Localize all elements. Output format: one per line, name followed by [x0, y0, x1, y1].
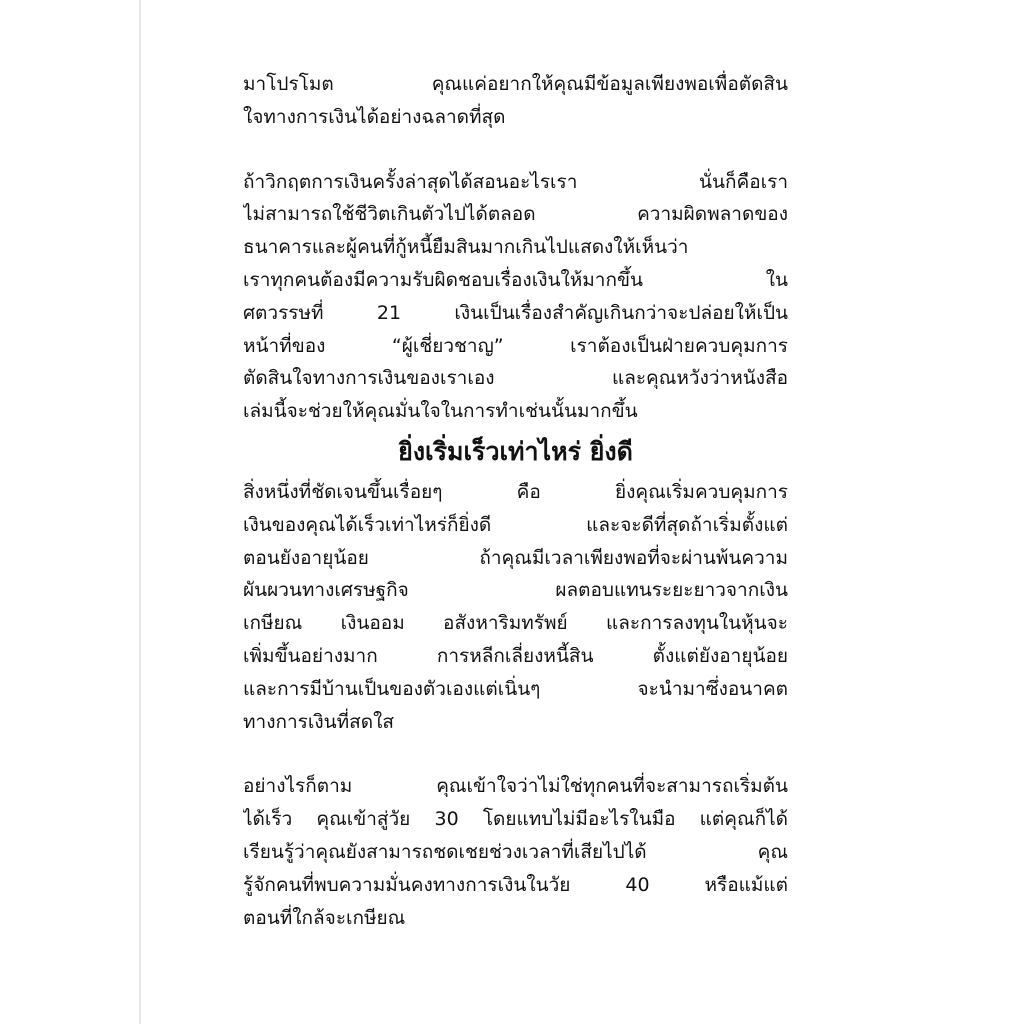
text-line: รู้จักคนที่พบความมั่นคงทางการเงินในวัย 40 หรือแม้แต่ — [243, 873, 788, 896]
text-line: หน้าที่ของ “ผู้เชี่ยวชาญ” เราต้องเป็นฝ่ายควบคุมการ — [243, 334, 788, 357]
paragraph-gap — [243, 738, 788, 770]
text-line: สิ่งหนึ่งที่ชัดเจนขึ้นเรื่อยๆ คือ ยิ่งคุณเริ่มควบคุมการ — [243, 480, 788, 503]
paragraph-intro-continuation — [243, 68, 788, 134]
text-line: ผันผวนทางเศรษฐกิจ ผลตอบแทนระยะยาวจากเงิน — [243, 579, 788, 602]
paragraph-gap — [243, 134, 788, 166]
paragraph-financial-crisis — [243, 166, 788, 428]
text-line: ทางการเงินที่สดใส — [243, 710, 394, 733]
text-line: ตัดสินใจทางการเงินของเราเอง และคุณหวังว่าหนังสือ — [243, 367, 788, 390]
text-line: ถ้าวิกฤตการเงินครั้งล่าสุดได้สอนอะไรเรา นั่นก็คือเรา — [243, 170, 788, 193]
text-line: เราทุกคนต้องมีความรับผิดชอบเรื่องเงินให้มากขึ้น ใน — [243, 268, 788, 291]
section-heading: ยิ่งเริ่มเร็วเท่าไหร่ ยิ่งดี — [398, 436, 633, 466]
text-line: เกษียณ เงินออม อสังหาริมทรัพย์ และการลงทุนในหุ้นจะ — [243, 612, 788, 635]
text-line: เล่มนี้จะช่วยให้คุณมั่นใจในการทำเช่นนั้นมากขึ้น — [243, 400, 638, 423]
document-body — [243, 68, 788, 934]
page-edge-divider — [139, 0, 141, 1024]
text-line: ศตวรรษที่ 21 เงินเป็นเรื่องสำคัญเกินกว่าจะปล่อยให้เป็น — [243, 301, 788, 324]
text-line: ได้เร็ว คุณเข้าสู่วัย 30 โดยแทบไม่มีอะไรในมือ แต่คุณก็ได้ — [243, 808, 788, 831]
text-line: อย่างไรก็ตาม คุณเข้าใจว่าไม่ใช่ทุกคนที่จะสามารถเริ่มต้น — [243, 775, 788, 798]
text-line: เรียนรู้ว่าคุณยังสามารถชดเชยช่วงเวลาที่เสียไปได้ คุณ — [243, 840, 788, 863]
text-line: ใจทางการเงินได้อย่างฉลาดที่สุด — [243, 105, 506, 128]
text-line: ธนาคารและผู้คนที่กู้หนี้ยืมสินมากเกินไปแสดงให้เห็นว่า — [243, 236, 689, 259]
text-line: มาโปรโมต คุณแค่อยากให้คุณมีข้อมูลเพียงพอเพื่อตัดสิน — [243, 73, 788, 95]
text-line: ตอนที่ใกล้จะเกษียณ — [243, 906, 406, 929]
text-line: เพิ่มขึ้นอย่างมาก การหลีกเลี่ยงหนี้สิน ตั้งแต่ยังอายุน้อย — [243, 644, 788, 667]
text-line: ตอนยังอายุน้อย ถ้าคุณมีเวลาเพียงพอที่จะผ่านพ้นความ — [243, 546, 788, 569]
paragraph-start-early — [243, 476, 788, 738]
text-line: ไม่สามารถใช้ชีวิตเกินตัวไปได้ตลอด ความผิดพลาดของ — [243, 203, 788, 226]
text-line: เงินของคุณได้เร็วเท่าไหร่ก็ยิ่งดี และจะดีที่สุดถ้าเริ่มตั้งแต่ — [243, 513, 788, 536]
paragraph-late-start — [243, 770, 788, 934]
text-line: และการมีบ้านเป็นของตัวเองแต่เนิ่นๆ จะนำมาซึ่งอนาคต — [243, 677, 788, 700]
